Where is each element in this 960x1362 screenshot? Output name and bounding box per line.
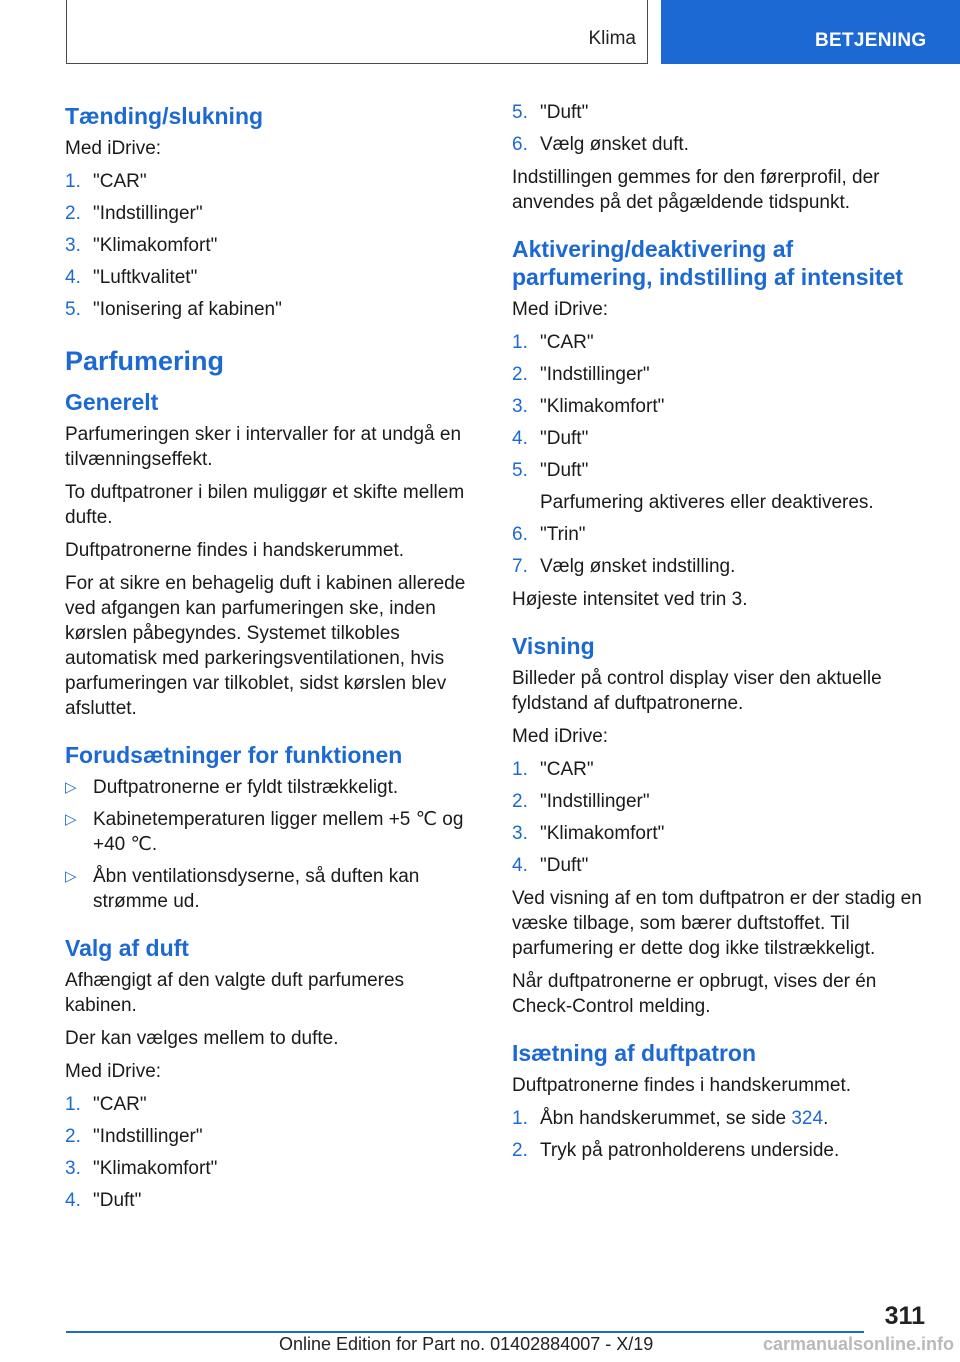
watermark: carmanualsonline.info: [762, 1334, 954, 1354]
list-item: ▷ Duftpatronerne er fyldt tilstrækkeligt.: [65, 777, 399, 798]
list-item: 5. "Ionisering af kabinen": [65, 299, 282, 320]
steps-taending: [65, 169, 477, 322]
heading-forudsaetninger: Forudsætninger for funktionen: [65, 742, 403, 768]
list-item: 4. "Duft": [65, 1190, 142, 1211]
list-item: ▷ Åbn ventilationsdyserne, så duften kan strømme ud.: [65, 866, 420, 912]
triangle-bullet-icon: ▷: [65, 811, 77, 828]
steps-valg: [65, 1092, 477, 1213]
heading-taending: Tænding/slukning: [65, 103, 264, 129]
paragraph: To duftpatroner i bilen muliggør et skifte mellem dufte.: [65, 482, 465, 528]
header-section-title: Klima: [588, 28, 636, 49]
paragraph: For at sikre en behagelig duft i kabinen allerede ved afgangen kan parfumeringen ske, inden kørslen påbegyndes. Systemet tilkobles automatisk med parkeringsventilationen, hvis parfumeringen var tilkoblet, sidst kørslen blev afsluttet.: [65, 573, 466, 719]
paragraph: Der kan vælges mellem to dufte.: [65, 1028, 339, 1049]
list-item: 2. Tryk på patronholderens underside.: [512, 1140, 840, 1161]
heading-valg-af-duft: Valg af duft: [65, 935, 189, 961]
list-item: 3. "Klimakomfort": [512, 823, 665, 844]
list-item: 2. "Indstillinger": [512, 364, 650, 385]
footer-edition: Online Edition for Part no. 01402884007 - X/19: [279, 1334, 654, 1354]
list-item: 1. "CAR": [65, 1094, 147, 1115]
list-item: 5. "Duft" Parfumering aktiveres eller deaktiveres.: [512, 458, 930, 515]
med-idrive-label: Med iDrive:: [512, 726, 609, 747]
right-column: [512, 100, 930, 1171]
header-chapter-tab: [661, 0, 960, 64]
header-frame: [66, 0, 648, 64]
list-item: 1. "CAR": [512, 759, 594, 780]
paragraph: Duftpatronerne findes i handskerummet.: [65, 540, 405, 561]
left-column: [65, 100, 477, 1221]
paragraph: Afhængigt af den valgte duft parfumeres kabinen.: [65, 970, 405, 1016]
list-item: 1. "CAR": [65, 171, 147, 192]
paragraph: Parfumeringen sker i intervaller for at undgå en tilvænningseffekt.: [65, 424, 462, 470]
heading-visning: Visning: [512, 633, 595, 659]
list-item: 1. Åbn handskerummet, se side 324.: [512, 1108, 829, 1129]
page-reference-link[interactable]: 324: [791, 1108, 824, 1129]
list-item: 3. "Klimakomfort": [512, 396, 665, 417]
med-idrive-label: Med iDrive:: [65, 138, 162, 159]
med-idrive-label: Med iDrive:: [512, 299, 609, 320]
heading-generelt: Generelt: [65, 389, 159, 415]
steps-visning: [512, 757, 930, 878]
med-idrive-label: Med iDrive:: [65, 1061, 162, 1082]
steps-aktivering: [512, 330, 930, 579]
list-item: 7. Vælg ønsket indstilling.: [512, 556, 736, 577]
list-item: 2. "Indstillinger": [65, 1126, 203, 1147]
paragraph: Når duftpatronerne er opbrugt, vises der én Check-Control melding.: [512, 971, 877, 1017]
list-item: 3. "Klimakomfort": [65, 1158, 218, 1179]
paragraph: Duftpatronerne findes i handskerummet.: [512, 1075, 852, 1096]
list-item: 4. "Luftkvalitet": [65, 267, 198, 288]
triangle-bullet-icon: ▷: [65, 868, 77, 885]
paragraph: Indstillingen gemmes for den førerprofil, der anvendes på det pågældende tidspunkt.: [512, 167, 880, 213]
page-number: 311: [884, 1302, 925, 1330]
list-item: 5. "Duft": [512, 102, 589, 123]
list-item: ▷ Kabinetemperaturen ligger mellem +5 ℃ og +40 ℃.: [65, 809, 464, 855]
header-chapter-label: BETJENING: [815, 30, 927, 51]
steps-isaetning: [512, 1106, 930, 1163]
triangle-bullet-icon: ▷: [65, 779, 77, 796]
footer-divider: [66, 1331, 864, 1333]
heading-isaetning: Isætning af duftpatron: [512, 1040, 757, 1066]
list-item: 3. "Klimakomfort": [65, 235, 218, 256]
paragraph: Ved visning af en tom duftpatron er der stadig en væske tilbage, som bærer duftstoffet. Til parfumering er dette dog ikke tilstrækkeligt.: [512, 888, 922, 959]
requirements-list: [65, 775, 477, 914]
heading-parfumering: Parfumering: [65, 346, 225, 376]
step-sub-note: Parfumering aktiveres eller deaktiveres.: [540, 492, 874, 513]
heading-aktivering: Aktivering/deaktivering af parfumering, indstilling af intensitet: [512, 236, 904, 290]
list-item: 6. Vælg ønsket duft.: [512, 134, 689, 155]
paragraph: Højeste intensitet ved trin 3.: [512, 589, 748, 610]
list-item: 4. "Duft": [512, 855, 589, 876]
list-item: 1. "CAR": [512, 332, 594, 353]
steps-valg-continued: [512, 100, 930, 157]
paragraph: Billeder på control display viser den aktuelle fyldstand af duftpatronerne.: [512, 668, 882, 714]
list-item: 2. "Indstillinger": [512, 791, 650, 812]
list-item: 6. "Trin": [512, 524, 586, 545]
list-item: 4. "Duft": [512, 428, 589, 449]
list-item: 2. "Indstillinger": [65, 203, 203, 224]
